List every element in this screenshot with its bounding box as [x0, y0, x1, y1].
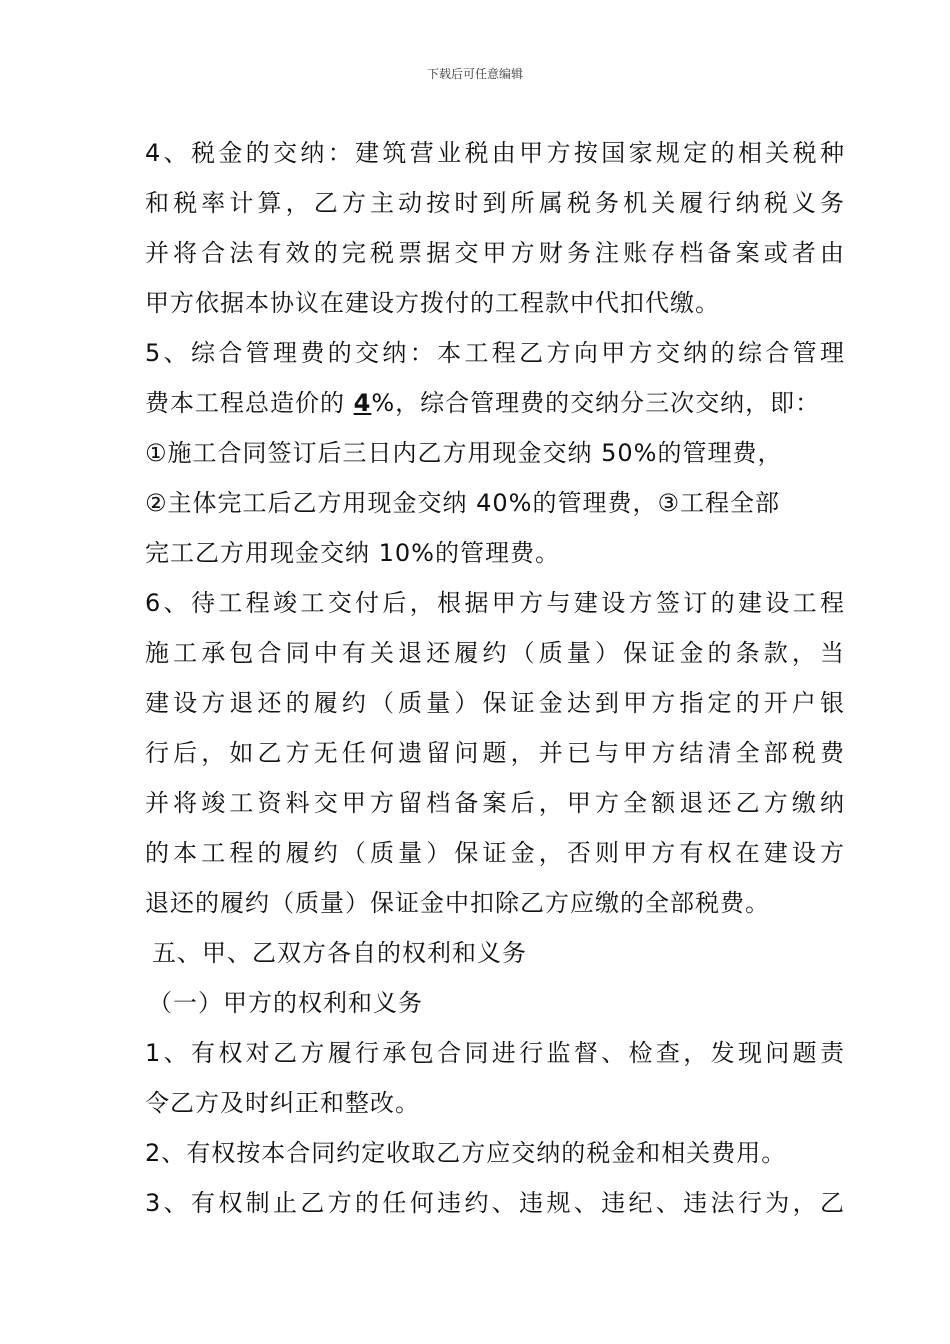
- text-line: 并将竣工资料交甲方留档备案后，甲方全额退还乙方缴纳: [145, 789, 845, 817]
- text-line: [145, 378, 845, 428]
- text-line: 甲方依据本协议在建设方拨付的工程款中代扣代缴。: [145, 289, 720, 317]
- text-line: 的本工程的履约（质量）保证金，否则甲方有权在建设方: [145, 839, 845, 867]
- text-line: ②主体完工后乙方用现金交纳 40%的管理费，③工程全部: [145, 489, 781, 517]
- text-line: 3、有权制止乙方的任何违约、违规、违纪、违法行为，乙: [145, 1189, 845, 1217]
- text-line: 施工承包合同中有关退还履约（质量）保证金的条款，当: [145, 639, 845, 667]
- text-line: 完工乙方用现金交纳 10%的管理费。: [145, 539, 560, 567]
- text-line: 1、有权对乙方履行承包合同进行监督、检查，发现问题责: [145, 1039, 845, 1067]
- text-line: 5、综合管理费的交纳：本工程乙方向甲方交纳的综合管理: [145, 339, 845, 367]
- text-line: 并将合法有效的完税票据交甲方财务注账存档备案或者由: [145, 239, 845, 267]
- text-line: ①施工合同签订后三日内乙方用现金交纳 50%的管理费，: [145, 439, 783, 467]
- text-line: 和税率计算，乙方主动按时到所属税务机关履行纳税义务: [145, 189, 845, 217]
- text-line: 4、税金的交纳：建筑营业税由甲方按国家规定的相关税种: [145, 139, 845, 167]
- page-header: 下载后可任意编辑: [426, 67, 523, 81]
- text-segment: 费本工程总造价的: [145, 389, 354, 417]
- text-line: 6、待工程竣工交付后，根据甲方与建设方签订的建设工程: [145, 589, 845, 617]
- section-heading: 五、甲、乙双方各自的权利和义务: [152, 939, 527, 967]
- subsection-heading: （一）甲方的权利和义务: [148, 989, 423, 1017]
- text-line: 退还的履约（质量）保证金中扣除乙方应缴的全部税费。: [145, 889, 770, 917]
- text-segment: %，综合管理费的交纳分三次交纳，即：: [371, 389, 821, 417]
- text-line: 2、有权按本合同约定收取乙方应交纳的税金和相关费用。: [145, 1139, 787, 1167]
- text-line: 行后，如乙方无任何遗留问题，并已与甲方结清全部税费: [145, 739, 845, 767]
- percentage-value: 4: [353, 389, 372, 417]
- text-line: 令乙方及时纠正和整改。: [145, 1089, 420, 1117]
- text-line: 建设方退还的履约（质量）保证金达到甲方指定的开户银: [145, 689, 845, 717]
